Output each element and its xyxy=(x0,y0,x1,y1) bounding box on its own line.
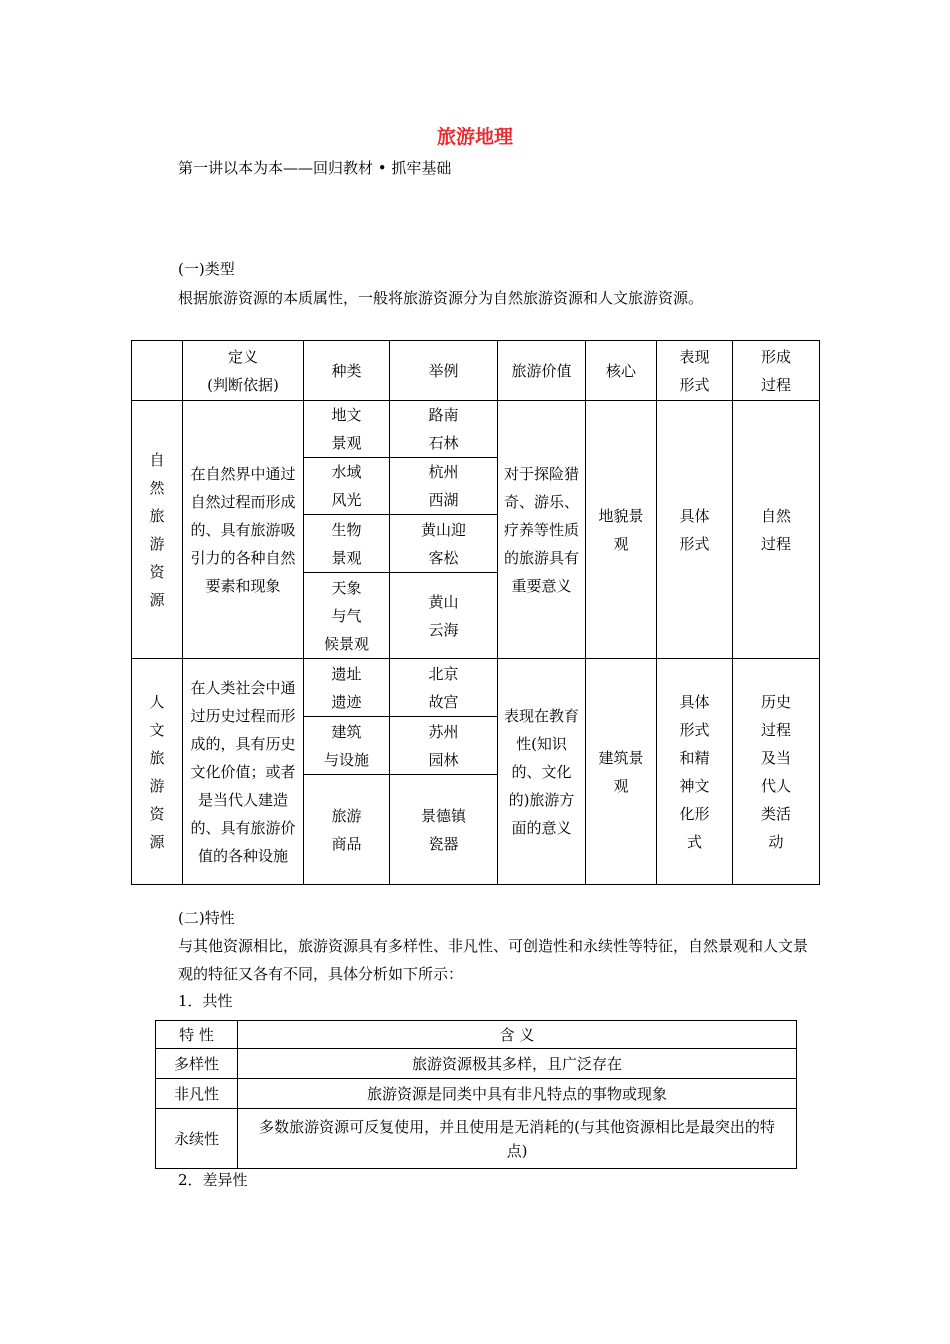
subheading-common: 1．共性 xyxy=(178,992,233,1010)
section-heading-types: (一)类型 xyxy=(178,260,235,278)
resource-types-table xyxy=(131,340,820,885)
example-cell: 黄山迎 客松 xyxy=(390,515,498,573)
section-heading-traits: (二)特性 xyxy=(178,909,235,927)
kind-cell: 生物 景观 xyxy=(304,515,390,573)
kind-cell: 遗址 遗迹 xyxy=(304,659,390,717)
header-trait: 特 性 xyxy=(156,1021,238,1049)
table-row xyxy=(156,1079,797,1109)
trait-cell: 非凡性 xyxy=(156,1079,238,1109)
example-cell: 北京 故宫 xyxy=(390,659,498,717)
header-form: 表现 形式 xyxy=(657,341,733,401)
category-human-label: 人文旅游资源 xyxy=(149,692,165,851)
form-human: 具体 形式 和精 神文 化形 式 xyxy=(657,659,733,885)
header-meaning: 含 义 xyxy=(238,1021,797,1049)
example-cell: 黄山 云海 xyxy=(390,573,498,659)
header-core: 核心 xyxy=(586,341,657,401)
table-header-row xyxy=(132,341,820,401)
subheading-differences: 2．差异性 xyxy=(178,1171,248,1189)
category-natural-label: 自然旅游资源 xyxy=(149,450,165,609)
page-subtitle: 第一讲以本为本——回归教材 • 抓牢基础 xyxy=(178,159,452,177)
core-human: 建筑景 观 xyxy=(586,659,657,885)
header-example: 举例 xyxy=(390,341,498,401)
category-human xyxy=(132,659,183,885)
page-title: 旅游地理 xyxy=(436,126,513,148)
core-natural: 地貌景 观 xyxy=(586,401,657,659)
header-kind: 种类 xyxy=(304,341,390,401)
meaning-cell: 旅游资源是同类中具有非凡特点的事物或现象 xyxy=(238,1079,797,1109)
example-cell: 杭州 西湖 xyxy=(390,458,498,515)
trait-cell: 多样性 xyxy=(156,1049,238,1079)
section-intro-traits-wrap xyxy=(178,932,808,988)
value-human: 表现在教育性(知识的、文化的)旅游方面的意义 xyxy=(498,659,586,885)
example-cell: 景德镇 瓷器 xyxy=(390,775,498,885)
common-traits-table xyxy=(155,1020,797,1169)
section-intro-types: 根据旅游资源的本质属性，一般将旅游资源分为自然旅游资源和人文旅游资源。 xyxy=(178,289,704,307)
header-blank xyxy=(132,341,183,401)
table-row xyxy=(156,1109,797,1169)
kind-cell: 水域 风光 xyxy=(304,458,390,515)
kind-cell: 建筑 与设施 xyxy=(304,717,390,775)
definition-human: 在人类社会中通过历史过程而形成的，具有历史文化价值；或者是当代人建造的、具有旅游价值的各种设施 xyxy=(183,659,304,885)
trait-cell: 永续性 xyxy=(156,1109,238,1169)
header-value: 旅游价值 xyxy=(498,341,586,401)
meaning-cell: 旅游资源极其多样，且广泛存在 xyxy=(238,1049,797,1079)
example-cell: 苏州 园林 xyxy=(390,717,498,775)
kind-cell: 地文 景观 xyxy=(304,401,390,458)
table-row xyxy=(132,659,820,717)
process-natural: 自然 过程 xyxy=(733,401,820,659)
form-natural: 具体 形式 xyxy=(657,401,733,659)
category-natural xyxy=(132,401,183,659)
meaning-cell: 多数旅游资源可反复使用，并且使用是无消耗的(与其他资源相比是最突出的特点) xyxy=(238,1109,797,1169)
definition-natural: 在自然界中通过自然过程而形成的、具有旅游吸引力的各种自然要素和现象 xyxy=(183,401,304,659)
value-natural: 对于探险猎奇、游乐、疗养等性质的旅游具有重要意义 xyxy=(498,401,586,659)
table-row xyxy=(156,1049,797,1079)
process-human: 历史 过程 及当 代人 类活 动 xyxy=(733,659,820,885)
kind-cell: 旅游 商品 xyxy=(304,775,390,885)
kind-cell: 天象 与气 候景观 xyxy=(304,573,390,659)
table-header-row xyxy=(156,1021,797,1049)
header-process: 形成 过程 xyxy=(733,341,820,401)
table-row xyxy=(132,401,820,458)
header-definition: 定义 (判断依据) xyxy=(183,341,304,401)
section-intro-traits: 与其他资源相比，旅游资源具有多样性、非凡性、可创造性和永续性等特征，自然景观和人文景观的特征又各有不同，具体分析如下所示： xyxy=(178,937,809,983)
example-cell: 路南 石林 xyxy=(390,401,498,458)
